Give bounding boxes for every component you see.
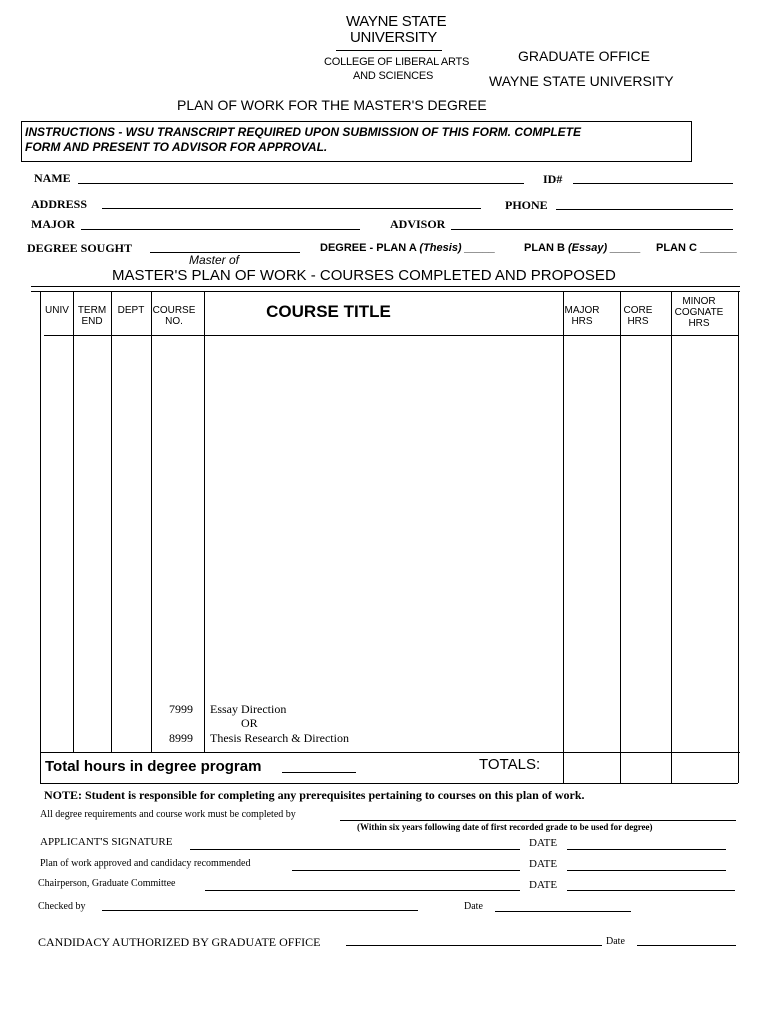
applicant-signature-field[interactable] (190, 849, 520, 850)
col-header-term: TERM END (77, 305, 107, 327)
col-sep-left (40, 291, 41, 783)
table-row-title: Essay Direction (210, 702, 287, 716)
total-hours-field[interactable] (282, 772, 356, 773)
requirement-text: All degree requirements and course work must be completed by (40, 809, 296, 820)
address-label: ADDRESS (31, 197, 88, 211)
requirement-note: (Within six years following date of first recorded grade to be used for degree) (357, 822, 653, 832)
instructions-box (21, 121, 692, 162)
major-field[interactable] (81, 229, 360, 230)
checked-date-label: Date (464, 901, 483, 912)
col-header-course-no: COURSE NO. (152, 305, 196, 327)
candidacy-label: CANDIDACY AUTHORIZED BY GRADUATE OFFICE (38, 935, 321, 949)
logo-line-1: WAYNE STATE (346, 13, 447, 30)
candidacy-date-field[interactable] (637, 945, 736, 946)
degree-sought-label: DEGREE SOUGHT (27, 241, 133, 255)
phone-label: PHONE (505, 198, 548, 212)
applicant-date-field[interactable] (567, 849, 726, 850)
completion-date-field[interactable] (340, 820, 736, 821)
table-top-border (31, 286, 740, 287)
col-sep-course (204, 291, 205, 752)
plan-c-option[interactable]: PLAN C ______ (656, 242, 737, 254)
col-header-major-hrs: MAJOR HRS (564, 305, 600, 327)
checked-date-field[interactable] (495, 911, 631, 912)
col-sep-title (563, 291, 564, 783)
chair-signature-field[interactable] (205, 890, 520, 891)
table-header-bottom (44, 335, 738, 336)
col-header-course-title: COURSE TITLE (266, 302, 391, 321)
major-label: MAJOR (31, 217, 75, 231)
master-of-label: Master of (189, 253, 240, 267)
instructions-line-1: INSTRUCTIONS - WSU TRANSCRIPT REQUIRED UPON SUBMISSION OF THIS FORM. COMPLETE (25, 125, 582, 139)
logo-line-3: COLLEGE OF LIBERAL ARTS (324, 56, 470, 68)
candidacy-date-label: Date (606, 936, 625, 947)
plan-b-option[interactable] (524, 242, 641, 254)
table-body-bottom (40, 752, 740, 753)
col-header-dept: DEPT (117, 305, 145, 316)
col-sep-univ (73, 291, 74, 752)
logo-line-4: AND SCIENCES (353, 70, 434, 82)
phone-field[interactable] (556, 209, 733, 210)
advisor-label: ADVISOR (390, 217, 446, 231)
name-field[interactable] (78, 183, 524, 184)
plan-a-option[interactable] (320, 242, 495, 254)
table-heading: MASTER'S PLAN OF WORK - COURSES COMPLETED AND PROPOSED (112, 267, 616, 284)
plan-b-label: PLAN B (524, 242, 565, 254)
id-label: ID# (543, 172, 563, 186)
advisor-field[interactable] (451, 229, 733, 230)
logo-line-2: UNIVERSITY (350, 29, 438, 46)
col-sep-right (738, 291, 739, 783)
table-row-course-no: 8999 (169, 731, 193, 745)
col-header-univ: UNIV (45, 305, 69, 316)
col-sep-core (671, 291, 672, 783)
instructions-line-2: FORM AND PRESENT TO ADVISOR FOR APPROVAL. (25, 140, 328, 154)
checked-by-label: Checked by (38, 901, 86, 912)
col-sep-dept (151, 291, 152, 752)
col-header-minor-hrs: MINOR COGNATE HRS (674, 296, 724, 329)
id-field[interactable] (573, 183, 733, 184)
approval-label: Plan of work approved and candidacy recommended (40, 858, 251, 869)
logo-divider (336, 50, 442, 51)
applicant-signature-label: APPLICANT'S SIGNATURE (40, 836, 173, 848)
col-sep-term (111, 291, 112, 752)
plan-a-thesis: (Thesis) _____ (419, 242, 496, 254)
totals-label: TOTALS: (479, 756, 541, 773)
table-row-title: OR (241, 716, 258, 730)
address-field[interactable] (102, 208, 481, 209)
candidacy-signature-field[interactable] (346, 945, 602, 946)
col-header-core-hrs: CORE HRS (623, 305, 653, 327)
table-row-course-no: 7999 (169, 702, 193, 716)
chair-date-field[interactable] (567, 890, 735, 891)
prerequisite-note: NOTE: Student is responsible for completing any prerequisites pertaining to courses on this plan of work. (44, 788, 585, 802)
plan-b-essay: (Essay) _____ (568, 242, 641, 254)
table-bottom-border (40, 783, 738, 784)
office-university: WAYNE STATE UNIVERSITY (489, 73, 674, 89)
degree-plan-a-label: DEGREE - PLAN A (320, 242, 417, 254)
total-hours-label: Total hours in degree program (45, 758, 262, 775)
col-sep-major (620, 291, 621, 783)
applicant-date-label: DATE (529, 837, 558, 849)
table-top-border-2 (31, 291, 740, 292)
chair-label: Chairperson, Graduate Committee (38, 878, 176, 889)
table-row-title: Thesis Research & Direction (210, 731, 349, 745)
chair-date-label: DATE (529, 879, 558, 891)
office-name: GRADUATE OFFICE (518, 48, 650, 64)
approval-date-field[interactable] (567, 870, 726, 871)
name-label: NAME (34, 171, 71, 185)
approval-signature-field[interactable] (292, 870, 520, 871)
approval-date-label: DATE (529, 858, 558, 870)
form-title: PLAN OF WORK FOR THE MASTER'S DEGREE (177, 97, 487, 113)
checked-by-field[interactable] (102, 910, 418, 911)
